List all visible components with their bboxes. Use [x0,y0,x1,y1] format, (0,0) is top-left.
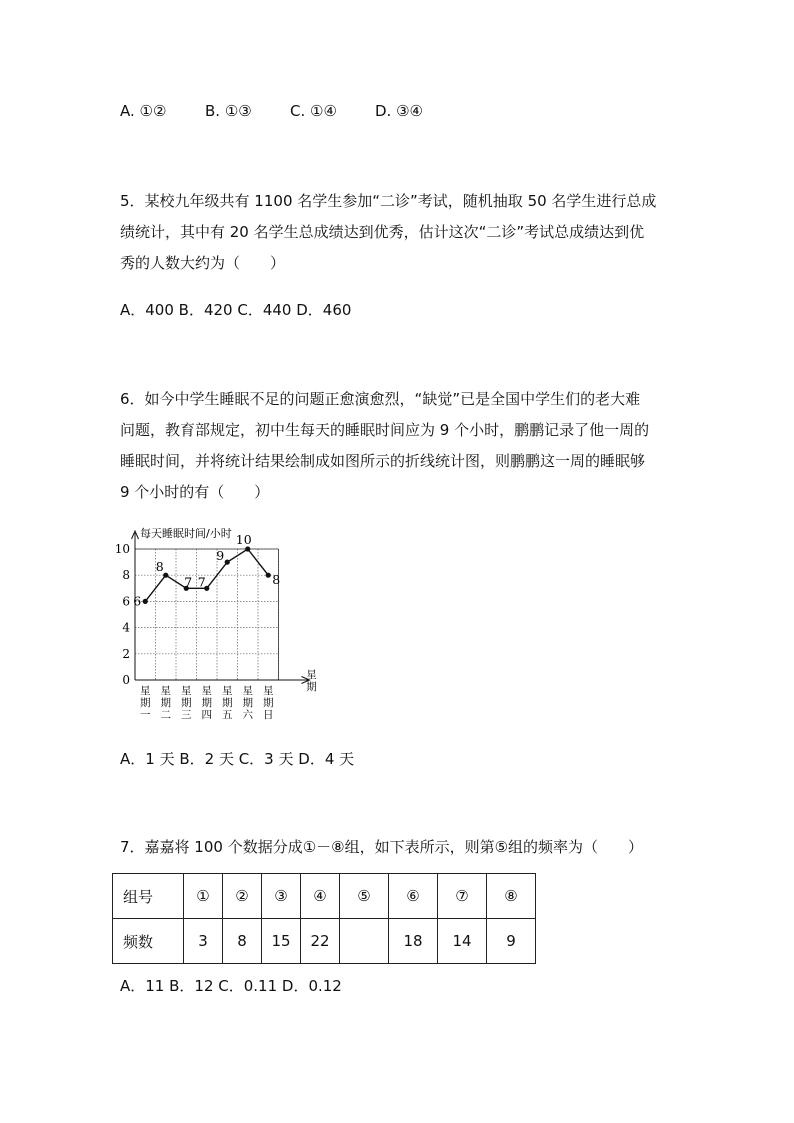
count-cell: 18 [389,919,438,964]
count-cell: 9 [487,919,536,964]
group-cell: ⑤ [340,874,389,919]
group-cell: ④ [301,874,340,919]
x-tick-label: 星期二 [160,685,171,721]
y-tick-label: 0 [122,673,130,687]
group-cell: ② [223,874,262,919]
data-point [266,573,271,578]
y-tick-label: 2 [122,646,130,661]
y-tick-label: 10 [114,542,130,556]
y-tick-label: 4 [122,620,130,635]
x-tick-label: 星期日 [263,685,274,721]
question-6 [120,384,680,508]
data-label: 7 [197,574,206,590]
q4-option-b: B. ①③ [205,102,252,120]
x-tick-label: 星期四 [201,685,212,721]
x-tick-label: 星期一 [140,685,151,721]
sleep-line-chart [110,525,330,725]
q4-options [120,102,423,120]
q6-line-2: 问题，教育部规定，初中生每天的睡眠时间应为 9 个小时，鹏鹏记录了他一周的 [120,421,650,439]
count-cell: 8 [223,919,262,964]
x-tick-label: 星期六 [242,685,253,721]
x-tick-label: 星期五 [222,685,233,721]
data-label: 8 [155,559,164,575]
q5-line-1: 5．某校九年级共有 1100 名学生参加“二诊”考试，随机抽取 50 名学生进行总成 [120,192,657,210]
data-label: 9 [216,548,225,564]
y-tick-label: 6 [122,594,130,609]
data-label: 10 [235,532,252,547]
q7-options: A．11 B．12 C．0.11 D．0.12 [120,977,342,995]
data-point [163,573,168,578]
y-tick-label: 8 [122,568,130,583]
table-row-label: 频数 [113,919,184,964]
count-cell: 22 [301,919,340,964]
data-point [143,599,148,604]
data-label: 7 [184,574,193,590]
y-axis-label: 每天睡眠时间/小时 [140,527,232,540]
table-row-groups [113,874,536,919]
question-5 [120,186,680,279]
count-cell [340,919,389,964]
count-cell: 3 [184,919,223,964]
group-cell: ⑧ [487,874,536,919]
q4-option-c: C. ①④ [290,102,337,120]
q6-options: A．1 天 B．2 天 C．3 天 D．4 天 [120,750,355,768]
q6-line-4: 9 个小时的有（ ） [120,483,270,501]
x-axis-label: 星期 [306,669,317,693]
data-label: 8 [272,572,281,588]
x-tick-label: 星期三 [181,685,192,721]
table-row-counts [113,919,536,964]
q6-line-1: 6．如今中学生睡眠不足的问题正愈演愈烈，“缺觉”已是全国中学生们的老大难 [120,390,641,408]
group-cell: ③ [262,874,301,919]
q5-options: A．400 B．420 C．440 D．460 [120,301,352,319]
q4-option-a: A. ①② [120,102,167,120]
count-cell: 14 [438,919,487,964]
group-cell: ⑦ [438,874,487,919]
frequency-table [112,873,536,964]
q6-line-3: 睡眠时间，并将统计结果绘制成如图所示的折线统计图，则鹏鹏这一周的睡眠够 [120,452,646,470]
q5-line-2: 绩统计，其中有 20 名学生总成绩达到优秀，估计这次“二诊”考试总成绩达到优 [120,223,645,241]
q4-option-d: D. ③④ [375,102,423,120]
table-header-label: 组号 [113,874,184,919]
data-label: 6 [133,593,142,609]
data-point [225,560,230,565]
q7-line: 7．嘉嘉将 100 个数据分成①－⑧组，如下表所示，则第⑤组的频率为（ ） [120,838,644,856]
q5-line-3: 秀的人数大约为（ ） [120,254,286,272]
group-cell: ① [184,874,223,919]
data-point [245,546,250,551]
count-cell: 15 [262,919,301,964]
group-cell: ⑥ [389,874,438,919]
